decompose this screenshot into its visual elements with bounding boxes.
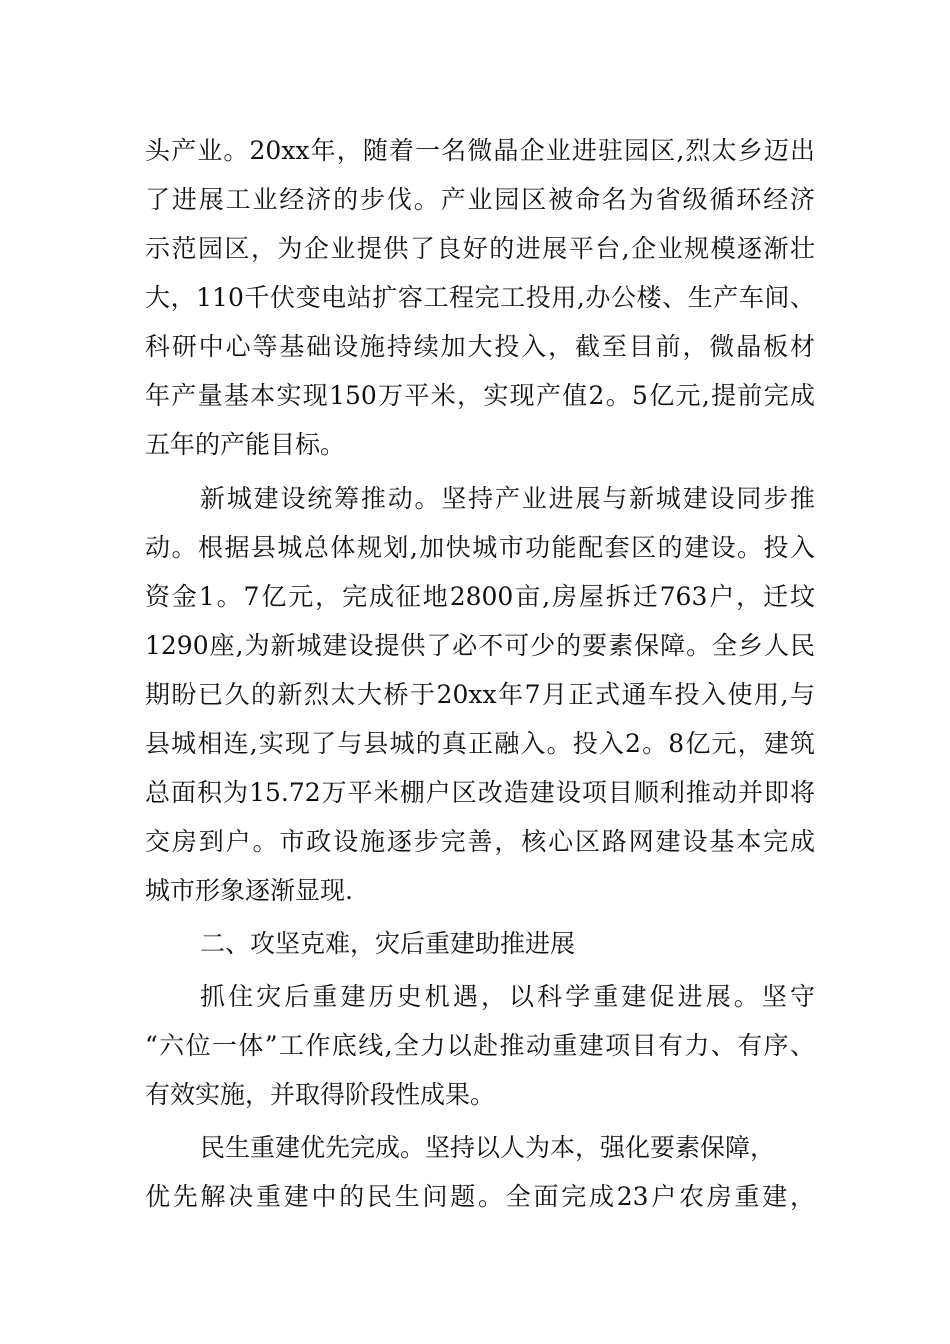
body-line: 县城相连,实现了与县城的真正融入。投入2。8亿元，建筑	[145, 729, 815, 758]
body-line: 大，110千伏变电站扩容工程完工投用,办公楼、生产车间、	[145, 283, 815, 312]
body-line: 有效实施，并取得阶段性成果。	[145, 1080, 496, 1109]
body-line: 科研中心等基础设施持续加大投入，截至目前，微晶板材	[145, 332, 815, 361]
body-line: 城市形象逐渐显现.	[145, 876, 353, 905]
body-line: 总面积为15.72万平米棚户区改造建设项目顺利推动并即将	[145, 778, 815, 807]
body-line: 年产量基本实现150万平米，实现产值2。5亿元,提前完成	[145, 381, 815, 410]
body-line: 1290座,为新城建设提供了必不可少的要素保障。全乡人民	[145, 631, 815, 660]
body-line: 动。根据县城总体规划,加快城市功能配套区的建设。投入	[145, 533, 815, 562]
body-line: 头产业。20xx年，随着一名微晶企业进驻园区,烈太乡迈出	[145, 136, 815, 165]
body-line: “六位一体”工作底线,全力以赴推动重建项目有力、有序、	[145, 1031, 815, 1060]
body-line: 交房到户。市政设施逐步完善，核心区路网建设基本完成	[145, 827, 815, 856]
body-line: 了进展工业经济的步伐。产业园区被命名为省级循环经济	[145, 185, 815, 214]
paragraph-first-line: 民生重建优先完成。坚持以人为本，强化要素保障，	[200, 1133, 776, 1162]
body-line: 期盼已久的新烈太大桥于20xx年7月正式通车投入使用,与	[145, 680, 815, 709]
body-line: 资金1。7亿元，完成征地2800亩,房屋拆迁763户，迁坟	[145, 582, 815, 611]
section-heading: 二、攻坚克难，灾后重建助推进展	[200, 929, 576, 958]
body-line: 五年的产能目标。	[145, 430, 346, 459]
paragraph-first-line: 抓住灾后重建历史机遇，以科学重建促进展。坚守	[200, 982, 815, 1011]
body-line: 示范园区，为企业提供了良好的进展平台,企业规模逐渐壮	[145, 234, 815, 263]
body-line: 优先解决重建中的民生问题。全面完成23户农房重建，	[145, 1182, 815, 1211]
paragraph-first-line: 新城建设统筹推动。坚持产业进展与新城建设同步推	[200, 484, 815, 513]
